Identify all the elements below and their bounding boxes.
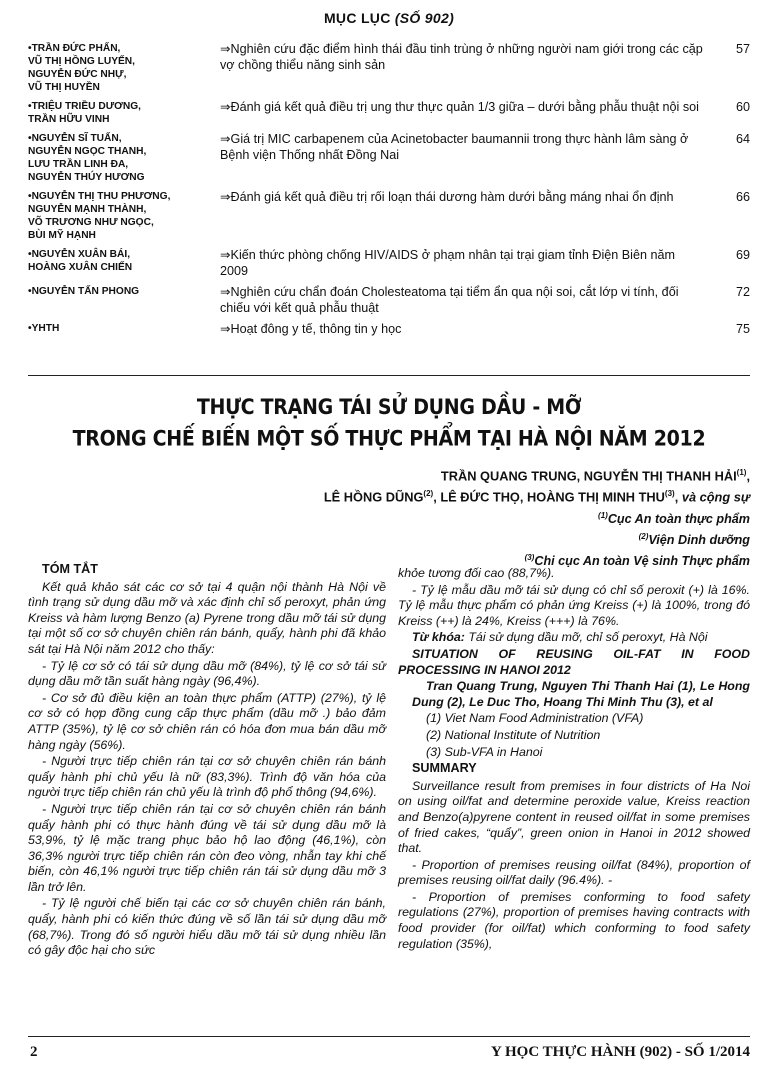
affiliation: $^{(3)}$Chi cục An toàn Vệ sinh Thực phẩm: [524, 552, 750, 569]
affiliation: $^{(1)}$Cục An toàn thực phẩm: [598, 510, 750, 526]
author-line: TRẦN QUANG TRUNG, NGUYỄN THỊ THANH HẢI$^{(1)}$,: [440, 468, 750, 484]
toc-page-number: 72: [735, 285, 750, 299]
toc-title: ⇒Giá trị MIC carbapenem của Acinetobacter baumannii trong thực hành lâm sàng ở Bệnh viện Thống nhất Đồng Nai: [220, 132, 689, 162]
toc-entry[interactable]: [28, 190, 750, 242]
keywords: [398, 630, 750, 646]
article-byline: [150, 464, 750, 570]
toc-heading: MỤC LỤC: [323, 10, 391, 26]
toc-entry[interactable]: [28, 248, 750, 279]
section-heading: SUMMARY: [412, 761, 477, 776]
toc-authors: •TRẦN ĐỨC PHẤN, VŨ THỊ HỒNG LUYẾN, NGUYỄN ĐỨC NHỰ, VŨ THỊ HUYỀN: [28, 43, 135, 93]
toc-page-number: 57: [735, 42, 750, 56]
page-number: 2: [30, 1044, 38, 1060]
article-title-line: TRONG CHẾ BIẾN MỘT SỐ THỰC PHẨM TẠI HÀ NỘI NĂM 2012: [72, 426, 706, 451]
keywords-text: Tái sử dụng dầu mỡ, chỉ số peroxyt, Hà Nội: [468, 630, 708, 645]
abstract-english-column: [398, 566, 750, 953]
toc-title: ⇒Hoạt đông y tế, thông tin y học: [220, 322, 402, 336]
journal-name: Y HỌC THỰC HÀNH (902) - SỐ 1/2014: [490, 1044, 750, 1060]
article-title: [0, 392, 778, 455]
paragraph: khỏe tương đối cao (88,7%).: [398, 566, 555, 580]
english-affiliation: (1) Viet Nam Food Administration (VFA): [426, 711, 644, 726]
toc-title: ⇒Kiến thức phòng chống HIV/AIDS ở phạm nhân tại trại giam tỉnh Điện Biên năm 2009: [220, 248, 675, 278]
toc-authors: •NGUYỄN SĨ TUẤN, NGUYỄN NGỌC THANH, LƯU TRẦN LINH ĐA, NGUYỄN THÚY HƯƠNG: [28, 133, 147, 183]
toc-authors: •NGUYỄN XUÂN BÁI, HOÀNG XUÂN CHIẾN: [28, 249, 133, 273]
section-divider: [28, 375, 750, 376]
english-authors: Tran Quang Trung, Nguyen Thi Thanh Hai (1), Le Hong Dung (2), Le Duc Tho, Hoang Thi Minh Thu (3), et al: [412, 679, 750, 709]
paragraph: - Người trực tiếp chiên rán tại cơ sở chuyên chiên rán bánh quẩy hành phi chủ yếu là nữ (83,3%). Trình độ văn hóa của người trực tiếp chiên rán chủ yếu là trình độ phổ thông (94,6%).: [28, 754, 386, 800]
toc-title: ⇒Nghiên cứu chẩn đoán Cholesteatoma tại tiểm ẩn qua nội soi, cắt lớp vi tính, đối chiếu với kết quả phẫu thuật: [220, 285, 679, 315]
toc-page-number: 66: [735, 190, 750, 204]
footer-divider: [28, 1036, 750, 1037]
table-of-contents: [28, 42, 750, 344]
section-heading: TÓM TẮT: [42, 562, 98, 576]
paragraph: Kết quả khảo sát các cơ sở tại 4 quận nội thành Hà Nội về tình trạng sử dụng dầu mỡ và xác định chỉ số peroxyt, phản ứng Kreiss và hàm lượng Benzo (a) Pyrene trong dầu mỡ tái sử dụng tại một số cơ sở chuyên chiên rán bánh, quẩy, hành phi đã khảo sát tại Hà Nội năm 2012 cho thấy:: [28, 579, 386, 656]
paragraph: - Tỷ lệ mẫu dầu mỡ tái sử dụng có chỉ số peroxit (+) là 16%. Tỷ lệ mẫu thực phẩm có phản ứng Kreiss (+) là 100%, trong đó Kreiss (++) là 24%, Kreiss (+++) là 76%.: [398, 582, 750, 628]
paragraph: - Proportion of premises reusing oil/fat (84%), proportion of premises reusing oil/fat daily (96.4%). -: [398, 857, 750, 888]
toc-authors: •NGUYỄN TẤN PHONG: [28, 286, 140, 297]
toc-page-number: 60: [735, 100, 750, 114]
english-affiliation: (2) National Institute of Nutrition: [426, 727, 601, 742]
article-title-line: THỰC TRẠNG TÁI SỬ DỤNG DẦU - MỠ: [196, 395, 582, 420]
toc-page-number: 75: [735, 322, 750, 336]
toc-page-number: 69: [735, 248, 750, 262]
affiliation: $^{(2)}$Viện Dinh dưỡng: [638, 531, 750, 547]
paragraph: - Tỷ lệ cơ sở có tái sử dụng dầu mỡ (84%), tỷ lệ cơ sở tái sử dụng dầu mỡ tần suất hàng ngày (96,4%).: [28, 658, 386, 689]
toc-authors: •YHTH: [28, 323, 60, 334]
english-title: SITUATION OF REUSING OIL-FAT IN FOOD PROCESSING IN HANOI 2012: [398, 646, 750, 677]
toc-page-number: 64: [735, 132, 750, 146]
issue-number: (SỐ 902): [394, 10, 455, 26]
paragraph: - Proportion of premises conforming to food safety regulations (27%), proportion of premises having contracts with food provider (for oil/fat) which conforming to food safety regulation (35%),: [398, 889, 750, 951]
keywords-label: Từ khóa:: [412, 630, 465, 645]
english-affiliation: (3) Sub-VFA in Hanoi: [426, 744, 543, 759]
toc-entry[interactable]: [28, 132, 750, 184]
toc-title: ⇒Nghiên cứu đặc điểm hình thái đầu tinh trùng ở những người nam giới trong các cặp vợ chồng thiểu năng sinh sản: [220, 42, 703, 72]
toc-title: ⇒Đánh giá kết quả điều trị rối loạn thái dương hàm dưới bằng máng nhai ổn định: [220, 190, 674, 204]
toc-entry[interactable]: [28, 322, 750, 338]
toc-authors: •NGUYỄN THỊ THU PHƯƠNG, NGUYỄN MẠNH THÀNH, VÕ TRƯƠNG NHƯ NGỌC, BÙI MỸ HẠNH: [28, 191, 171, 241]
page-header: [0, 10, 778, 26]
toc-title: ⇒Đánh giá kết quả điều trị ung thư thực quản 1/3 giữa – dưới bằng phẫu thuật nội soi: [220, 100, 699, 114]
paragraph: - Tỷ lệ người chế biến tại các cơ sở chuyên chiên rán bánh, quẩy, hành phi có kiến thức đúng về số lần tái sử dụng dầu mỡ (68,7%). Trong đó số người hiểu dầu mỡ tái sử dụng nhiều lần có gây độc hại cho sức: [28, 896, 386, 958]
paragraph: - Cơ sở đủ điều kiện an toàn thực phẩm (ATTP) (27%), tỷ lệ cơ sở có hợp đồng cung cấp thực phẩm (dầu mỡ .) bảo đảm ATTP (35%), tỷ lệ cơ sở chiên rán có hóa đơn mua bán dầu mỡ hàng ngày (56%).: [28, 690, 386, 752]
toc-entry[interactable]: [28, 285, 750, 316]
paragraph: Surveillance result from premises in four districts of Ha Noi on using oil/fat and determine peroxide value, Kreiss reaction and Benzo(a)pyrene content in reused oil/fat in some premises of fried cakes, “quẩy”, green onion in Hanoi in 2012 showed that.: [398, 778, 750, 856]
abstract-vietnamese-column: [28, 562, 386, 960]
paragraph: - Người trực tiếp chiên rán tại cơ sở chuyên chiên rán bánh quẩy hành phi có thực hành đúng về tái sử dụng dầu mỡ là 53,9%, tỷ lệ mặc trang phục bảo hộ lao động (46,1%), còn 36,3% người trực tiếp chiên rán còn đeo vòng, nhẫn tay khi chế biến, còn 46,1% người trực tiếp chiên rán tái sử dụng dầu mỡ 3 lần trở lên.: [28, 801, 386, 894]
toc-entry[interactable]: [28, 100, 750, 126]
author-line: LÊ HỒNG DŨNG$^{(2)}$, LÊ ĐỨC THỌ, HOÀNG THỊ MINH THU$^{(3)}$, và cộng sự: [323, 489, 750, 505]
toc-entry[interactable]: [28, 42, 750, 94]
toc-authors: •TRIỆU TRIỀU DƯƠNG, TRẦN HỮU VINH: [28, 101, 141, 125]
